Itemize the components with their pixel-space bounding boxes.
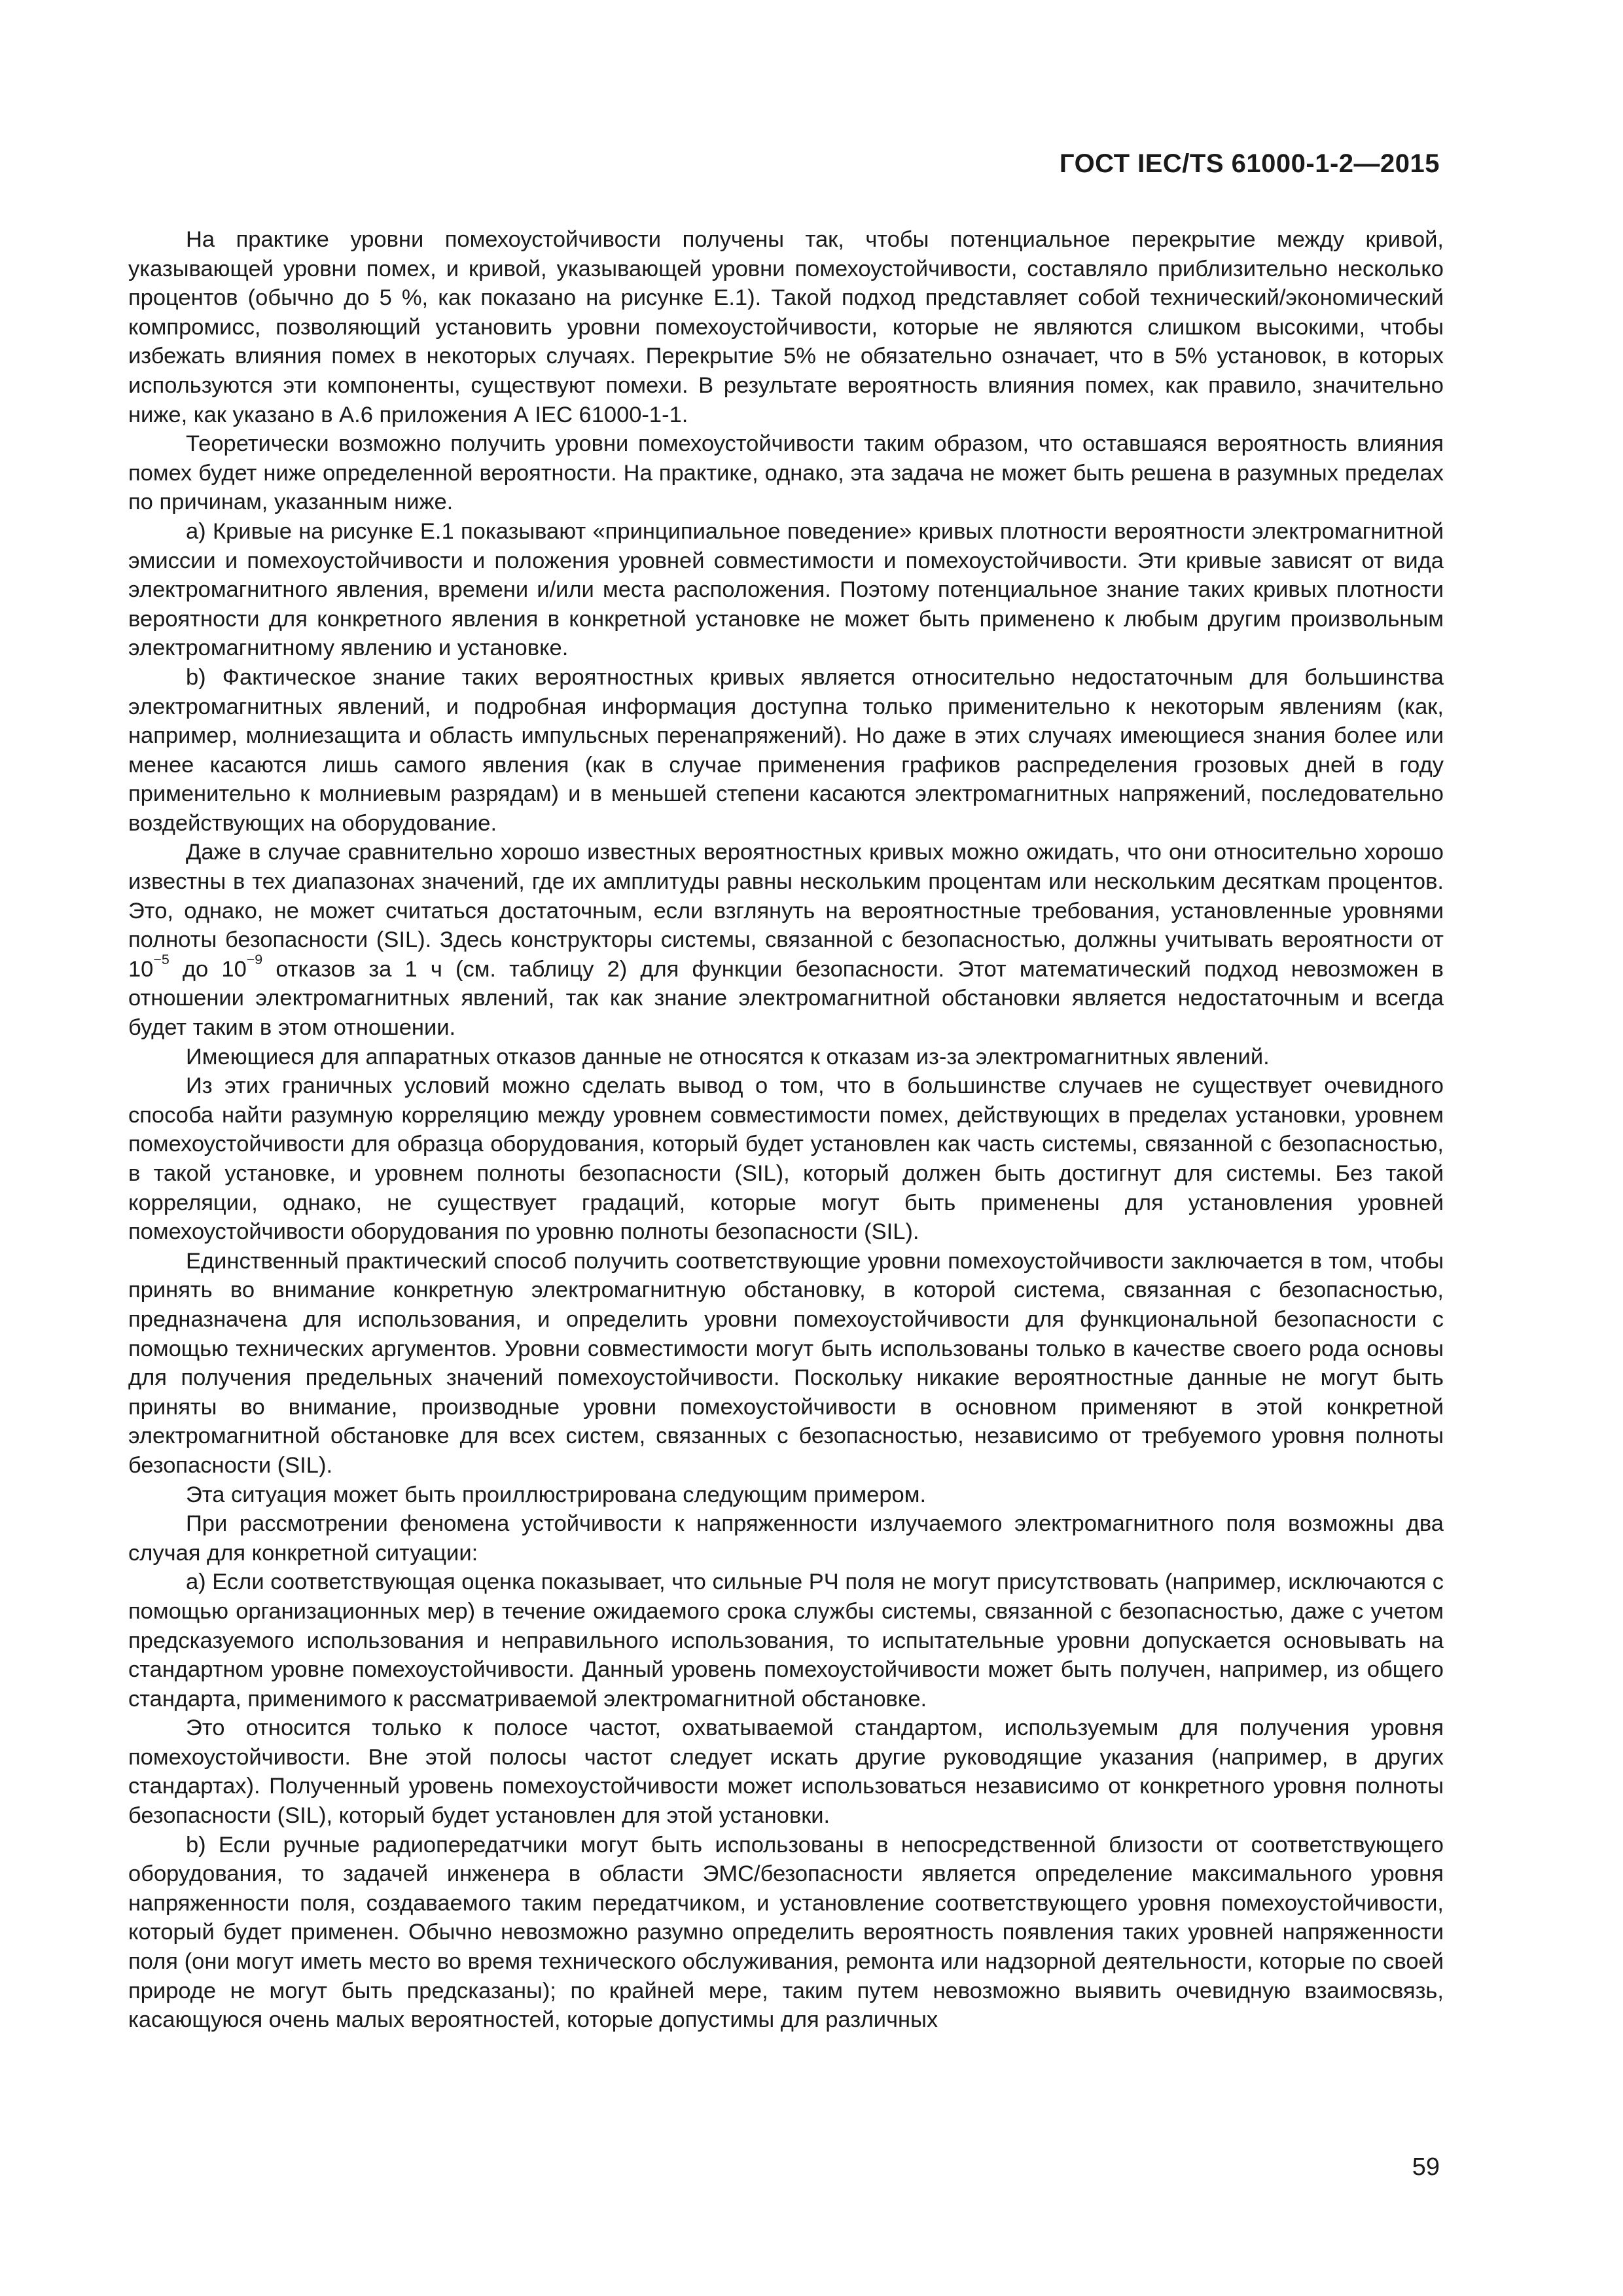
paragraph: При рассмотрении феномена устойчивости к напряженности излучаемого электромагнитного поля возможны два случая для конкретной ситуации: <box>128 1511 1444 1566</box>
exponent: −5 <box>153 951 169 967</box>
paragraph: Это относится только к полосе частот, охватываемой стандартом, используемым для получения уровня помехоустойчивости. Вне этой полосы частот следует искать другие руководящие указания (например, в других стандартах). Полученный уровень помехоустойчивости может использоваться независимо от конкретного уровня полноты безопасности (SIL), который будет установлен для этой установки. <box>128 1715 1444 1829</box>
paragraph: Эта ситуация может быть проиллюстрирована следующим примером. <box>186 1482 927 1507</box>
exponent: −9 <box>246 951 263 967</box>
paragraph: Единственный практический способ получить соответствующие уровни помехоустойчивости заключается в том, чтобы принять во внимание конкретную электромагнитную обстановку, в которой система, связанная с безопасностью, предназначена для использования, и определить уровни помехоустойчивости для функциональной безопасности с помощью технических аргументов. Уровни совместимости могут быть использованы только в качестве своего рода основы для получения предельных значений помехоустойчивости. Поскольку никакие вероятностные данные не могут быть приняты во внимание, производные уровни помехоустойчивости в основном применяют в этой конкретной электромагнитной обстановке для всех систем, связанных с безопасностью, независимо от требуемого уровня полноты безопасности (SIL). <box>128 1248 1444 1478</box>
paragraph-list-item-b: b) Фактическое знание таких вероятностных кривых является относительно недостаточным для большинства электромагнитных явлений, и подробная информация доступна только применительно к некоторым явлениям (как, например, молниезащита и область импульсных перенапряжений). Но даже в этих случаях имеющиеся знания более или менее касаются лишь самого явления (как в случае применения графиков распределения грозовых дней в году применительно к молниевым разрядам) и в меньшей степени касаются электромагнитных напряжений, последовательно воздействующих на оборудование. <box>128 664 1444 836</box>
paragraph: Имеющиеся для аппаратных отказов данные не относятся к отказам из-за электромагнитных явлений. <box>186 1044 1270 1069</box>
paragraph-list-item-a: a) Если соответствующая оценка показывает, что сильные РЧ поля не могут присутствовать (например, исключаются с помощью организационных мер) в течение ожидаемого срока службы системы, связанной с безопасностью, даже с учетом предсказуемого использования и неправильного использования, то испытательные уровни допускается основывать на стандартном уровне помехоустойчивости. Данный уровень помехоустойчивости может быть получен, например, из общего стандарта, применимого к рассматриваемой электромагнитной обстановке. <box>128 1570 1444 1712</box>
text-run: Даже в случае сравнительно хорошо известных вероятностных кривых можно ожидать, что они относительно хорошо известны в тех диапазонах значений, где их амплитуды равны нескольким процентам или нескольким десяткам процентов. Это, однако, не может считаться достаточным, если взглянуть на вероятностные требования, установленные уровнями полноты безопасности (SIL). Здесь конструкторы системы, связанной с безопасностью, должны учитывать вероятности от 10 <box>128 840 1444 982</box>
paragraph: Из этих граничных условий можно сделать вывод о том, что в большинстве случаев не существует очевидного способа найти разумную корреляцию между уровнем совместимости помех, действующих в пределах установки, уровнем помехоустойчивости для образца оборудования, который будет установлен как часть системы, связанной с безопасностью, в такой установке, и уровнем полноты безопасности (SIL), который должен быть достигнут для системы. Без такой корреляции, однако, не существует градаций, которые могут быть применены для установления уровней помехоустойчивости оборудования по уровню полноты безопасности (SIL). <box>128 1073 1444 1245</box>
paragraph-list-item-b: b) Если ручные радиопередатчики могут быть использованы в непосредственной близости от соответствующего оборудования, то задачей инженера в области ЭМС/безопасности является определение максимального уровня напряженности поля, создаваемого таким передатчиком, и установление соответствующего уровня помехоустойчивости, который будет применен. Обычно невозможно разумно определить вероятность появления таких уровней напряженности поля (они могут иметь место во время технического обслуживания, ремонта или надзорной деятельности, которые по своей природе не могут быть предсказаны); по крайней мере, таким путем невозможно выявить очевидную взаимосвязь, касающуюся очень малых вероятностей, которые допустимы для различных <box>128 1832 1444 2033</box>
text-run: отказов за 1 ч (см. таблицу 2) для функции безопасности. Этот математический подход невозможен в отношении электромагнитных явлений, так как знание электромагнитной обстановки является недостаточным и всегда будет таким в этом отношении. <box>128 956 1444 1041</box>
body-text <box>128 225 1444 2035</box>
paragraph-list-item-a: a) Кривые на рисунке Е.1 показывают «принципиальное поведение» кривых плотности вероятности электромагнитной эмиссии и помехоустойчивости и положения уровней совместимости и помехоустойчивости. Эти кривые зависят от вида электромагнитного явления, времени и/или места расположения. Поэтому потенциальное знание таких кривых плотности вероятности для конкретного явления в конкретной установке не может быть применено к любым другим произвольным электромагнитному явлению и установке. <box>128 518 1444 661</box>
paragraph: На практике уровни помехоустойчивости получены так, чтобы потенциальное перекрытие между кривой, указывающей уровни помех, и кривой, указывающей уровни помехоустойчивости, составляло приблизительно несколько процентов (обычно до 5 %, как показано на рисунке Е.1). Такой подход представляет собой технический/экономический компромисс, позволяющий установить уровни помехоустойчивости, которые не являются слишком высокими, чтобы избежать влияния помех в некоторых случаях. Перекрытие 5% не обязательно означает, что в 5% установок, в которых используются эти компоненты, существуют помехи. В результате вероятность влияния помех, как правило, значительно ниже, как указано в А.6 приложения А IEC 61000-1-1. <box>128 227 1444 427</box>
page-header-standard-code: ГОСТ IEC/TS 61000-1-2—2015 <box>1059 149 1440 178</box>
paragraph: Теоретически возможно получить уровни помехоустойчивости таким образом, что оставшаяся вероятность влияния помех будет ниже определенной вероятности. На практике, однако, эта задача не может быть решена в разумных пределах по причинам, указанным ниже. <box>128 431 1444 515</box>
paragraph-sil-probabilities <box>128 838 1444 1042</box>
page-number: 59 <box>1412 2153 1440 2181</box>
text-run: до 10 <box>169 956 247 982</box>
